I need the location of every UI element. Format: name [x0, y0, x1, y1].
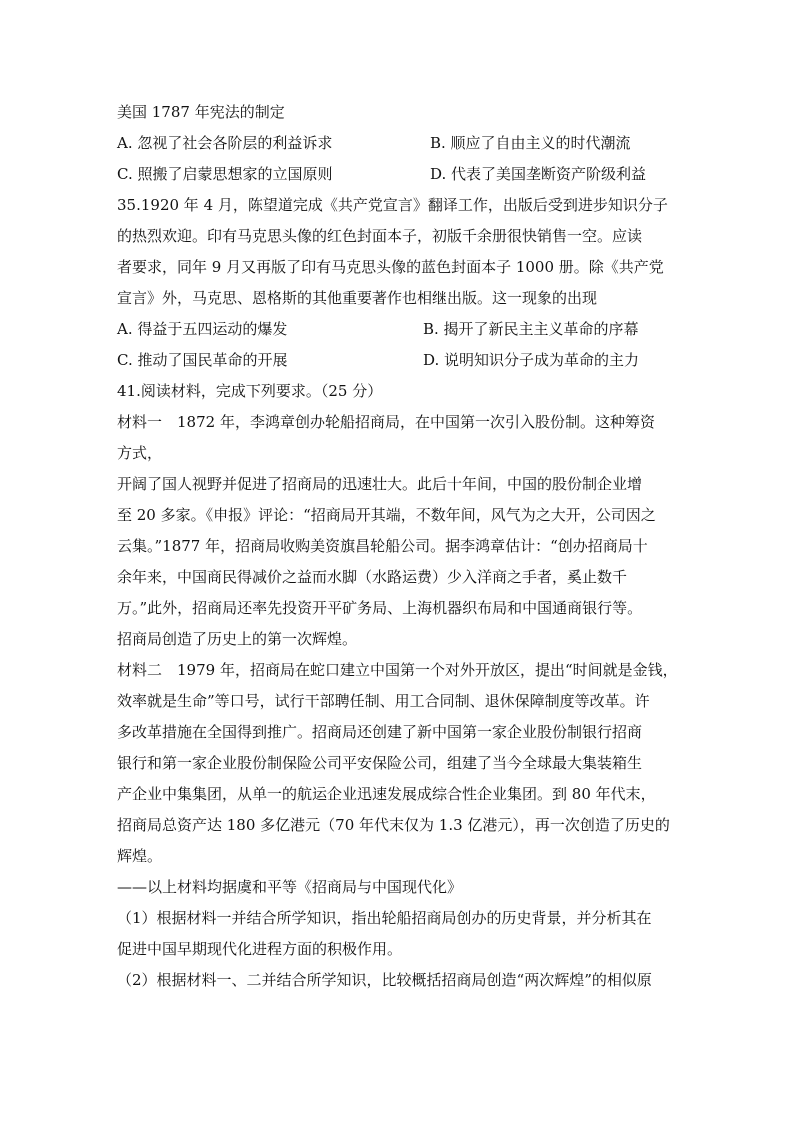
q35-stem-line: 的热烈欢迎。印有马克思头像的红色封面本子，初版千余册很快销售一空。应读 — [117, 227, 643, 245]
material-1-line: 万。”此外，招商局还率先投资开平矿务局、上海机器织布局和中国通商银行等。 — [117, 599, 643, 617]
material-2-line: 多改革措施在全国得到推广。招商局还创建了新中国第一家企业股份制银行招商 — [117, 723, 643, 741]
q41-material-1 — [117, 407, 687, 655]
material-2-line: 产企业中集集团，从单一的航运企业迅速发展成综合性企业集团。到 80 年代末， — [117, 785, 656, 803]
q34-options-row-2 — [117, 159, 687, 190]
q41-sub-questions — [117, 903, 687, 996]
q35-stem — [117, 190, 687, 314]
q34-option-a[interactable]: A. 忽视了社会各阶层的利益诉求 — [117, 134, 333, 152]
q35-option-a[interactable]: A. 得益于五四运动的爆发 — [117, 320, 288, 338]
sub-question-1-line: （1）根据材料一并结合所学知识，指出轮船招商局创办的历史背景，并分析其在 — [117, 909, 652, 927]
q34-option-c[interactable]: C. 照搬了启蒙思想家的立国原则 — [117, 165, 333, 183]
material-1-line: 余年来，中国商民得减价之益而水脚（水路运费）少入洋商之手者，奚止数千 — [117, 568, 628, 586]
q35-options-row-1 — [117, 314, 687, 345]
q35-option-b[interactable]: B. 揭开了新民主主义革命的序幕 — [423, 320, 639, 338]
material-1-line: 至 20 多家。《申报》评论：“招商局开其端，不数年间，风气为之大开，公司因之 — [117, 506, 656, 524]
q41-material-2 — [117, 655, 687, 872]
q35-stem-line: 35.1920 年 4 月，陈望道完成《共产党宣言》翻译工作，出版后受到进步知识分子 — [117, 196, 668, 214]
sub-question-1-line: 促进中国早期现代化进程方面的积极作用。 — [117, 940, 403, 958]
q34-options-row-1 — [117, 128, 687, 159]
q34-option-b[interactable]: B. 顺应了自由主义的时代潮流 — [430, 134, 631, 152]
q35-stem-line: 宣言》外，马克思、恩格斯的其他重要著作也相继出版。这一现象的出现 — [117, 289, 598, 307]
q34-stem: 美国 1787 年宪法的制定 — [117, 103, 285, 121]
q35-option-d[interactable]: D. 说明知识分子成为革命的主力 — [423, 351, 640, 369]
sub-question-2-line: （2）根据材料一、二并结合所学知识，比较概括招商局创造“两次辉煌”的相似原 — [117, 971, 652, 989]
material-1-line: 开阔了国人视野并促进了招商局的迅速壮大。此后十年间，中国的股份制企业增 — [117, 475, 643, 493]
q35-stem-line: 者要求，同年 9 月又再版了印有马克思头像的蓝色封面本子 1000 册。除《共产党 — [117, 258, 664, 276]
material-2-line: 辉煌。 — [117, 847, 163, 865]
material-1-line: 招商局创造了历史上的第一次辉煌。 — [117, 630, 358, 648]
material-source: ——以上材料均据虞和平等《招商局与中国现代化》 — [117, 878, 463, 896]
material-2-line: 银行和第一家企业股份制保险公司平安保险公司，组建了当今全球最大集装箱生 — [117, 754, 643, 772]
material-2-line: 效率就是生命”等口号，试行干部聘任制、用工合同制、退休保障制度等改革。许 — [117, 692, 650, 710]
material-1-line: 云集。”1877 年，招商局收购美资旗昌轮船公司。据李鸿章估计：“创办招商局十 — [117, 537, 648, 555]
material-2-line: 材料二 1979 年，招商局在蛇口建立中国第一个对外开放区，提出“时间就是金钱， — [117, 661, 678, 679]
material-1-line: 方式， — [117, 444, 163, 462]
material-1-line: 材料一 1872 年，李鸿章创办轮船招商局，在中国第一次引入股份制。这种筹资 — [117, 413, 655, 431]
exam-page — [117, 97, 687, 996]
q35-option-c[interactable]: C. 推动了国民革命的开展 — [117, 351, 288, 369]
q35-options-row-2 — [117, 345, 687, 376]
q34-option-d[interactable]: D. 代表了美国垄断资产阶级利益 — [430, 165, 647, 183]
material-2-line: 招商局总资产达 180 多亿港元（70 年代末仅为 1.3 亿港元），再一次创造了历史的 — [117, 816, 670, 834]
q41-heading: 41.阅读材料，完成下列要求。（25 分） — [117, 382, 383, 400]
